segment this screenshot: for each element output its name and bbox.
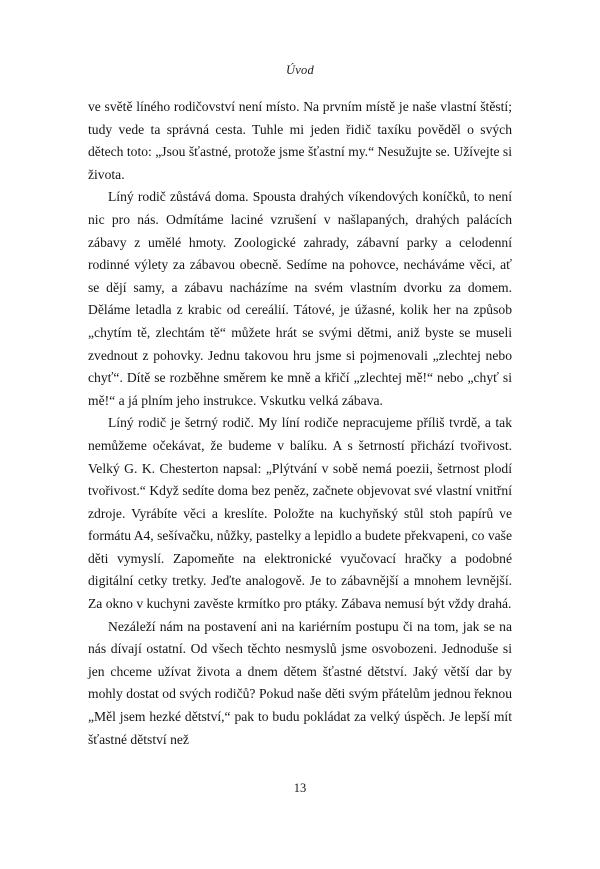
paragraph: Nezáleží nám na postavení ani na kariérním postupu či na tom, jak se na nás dívají ostatní. Od všech těchto nesmyslů jsme osvobozeni. Jednoduše si jen chceme užívat života a dnem dětem šťastné dětství. Jaký větší dar by mohly dostat od svých rodičů? Pokud naše děti svým přátelům jednou řeknou „Měl jsem hezké dětství,“ pak to budu pokládat za velký úspěch. Je lepší mít šťastné dětství než — [88, 618, 512, 747]
paragraph: ve světě líného rodičovství není místo. Na prvním místě je naše vlastní štěstí; tudy vede ta správná cesta. Tuhle mi jeden řidič taxíku pověděl o svých dětech toto: „Jsou šťastné, protože jsme šťastní my.“ Nesužujte se. Užívejte si života. — [88, 99, 512, 182]
page-number: 13 — [293, 781, 307, 795]
paragraph: Líný rodič je šetrný rodič. My líní rodiče nepracujeme příliš tvrdě, a tak nemůžeme očekávat, že budeme v balíku. A s šetrností přichází tvořivost. Velký G. K. Chesterton napsal: „Plýtvání v sobě nemá poezii, šetrnost plodí tvořivost.“ Když sedíte doma bez peněz, začnete objevovat své vlastní vnitřní zdroje. Vyrábíte věci a kreslíte. Položte na kuchyňský stůl stoh papírů ve formátu A4, sešívačku, nůžky, pastelky a lepidlo a budete překvapeni, co vaše děti vymyslí. Zapomeňte na elektronické vyučovací hračky a podobné digitální cetky tretky. Jeďte analogově. Je to zábavnější a mnohem levnější. Za okno v kuchyni zavěste krmítko pro ptáky. Zábava nemusí být vždy drahá. — [88, 415, 512, 612]
body-text — [88, 96, 512, 751]
paragraph: Líný rodič zůstává doma. Spousta drahých víkendových koníčků, to není nic pro nás. Odmítáme laciné vzrušení v našlapaných, drahých palácích zábavy z umělé hmoty. Zoologické zahrady, zábavní parky a celodenní rodinné výlety za zábavou obecně. Sedíme na pohovce, necháváme věci, ať se dějí samy, a zábavu nacházíme na svém vlastním dvorku za domem. Děláme letadla z krabic od cereálií. Tátové, je úžasné, kolik her na způsob „chytím tě, zlechtám tě“ můžete hrát se svými dětmi, aniž byste se museli zvednout z pohovky. Jednu takovou hru jsme si pojmenovali „zlechtej nebo chyť“. Dítě se rozběhne směrem ke mně a křičí „zlechtej mě!“ nebo „chyť si mě!“ a já plním jeho instrukce. Vskutku velká zábava. — [88, 189, 512, 408]
running-head: Úvod — [286, 63, 314, 77]
